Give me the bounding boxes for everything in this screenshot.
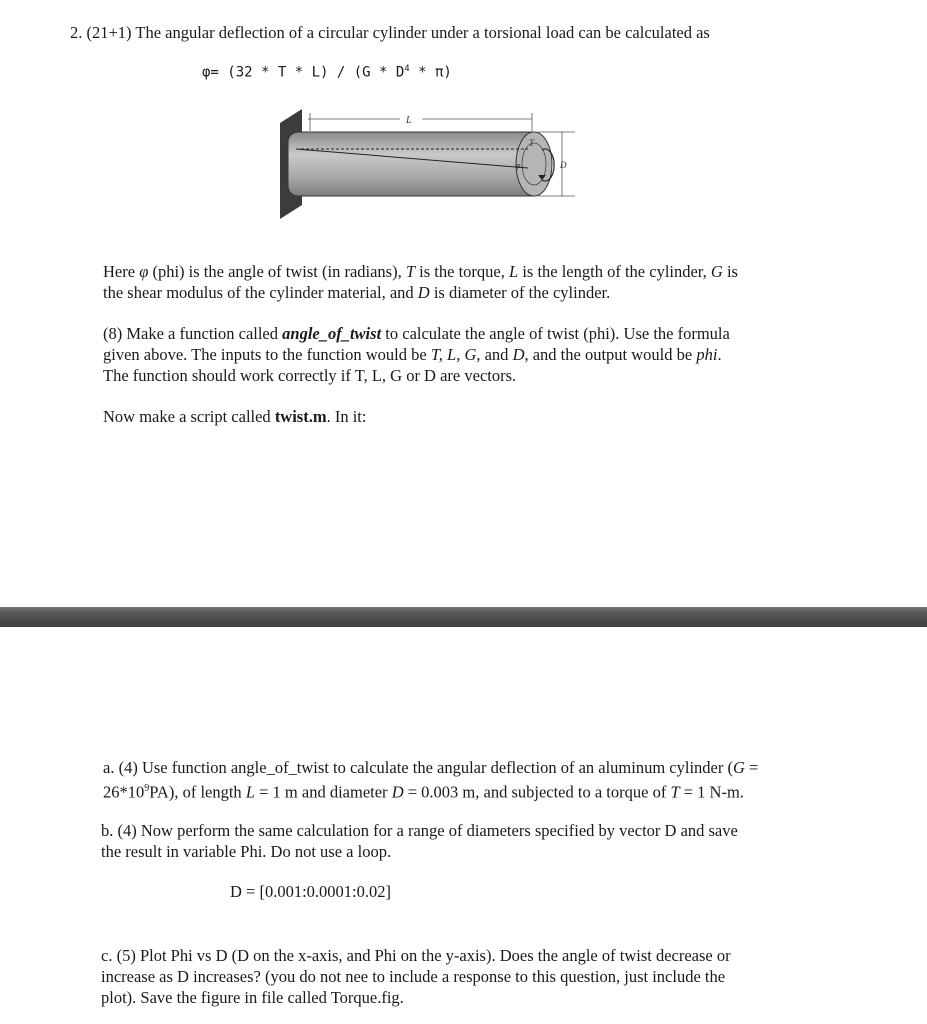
part-b-paragraph [101, 820, 738, 862]
part-8-line-2: given above. The inputs to the function would be T, L, G, and D, and the output would be phi. [103, 345, 722, 364]
page-divider [0, 607, 927, 627]
label-T: T [529, 138, 535, 148]
formula-rhs: * π) [409, 64, 452, 81]
part-c-line-3: plot). Save the figure in file called Torque.fig. [101, 988, 404, 1007]
definitions-paragraph [103, 261, 738, 303]
part-b-code: D = [0.001:0.0001:0.02] [230, 882, 392, 901]
part-c-line-2: increase as D increases? (you do not nee to include a response to this question, just include the [101, 967, 726, 986]
part-a-line-2: $26*10^9PA$), of length L = 1 m and diameter D = 0.003 m, and subjected to a torque of T = 1 N-m. [103, 782, 744, 802]
script-name: twist.m [274, 407, 327, 426]
cylinder-figure [270, 105, 590, 225]
part-a-paragraph [103, 757, 758, 803]
part-b-line-2: the result in variable Phi. Do not use a loop. [101, 842, 392, 861]
formula-exponent: 4 [404, 64, 410, 74]
part-c-paragraph [101, 945, 731, 1008]
script-instruction: Now make a script called twist.m. In it: [103, 407, 367, 426]
label-L: L [406, 115, 412, 126]
label-D: D [560, 160, 567, 170]
part-8-paragraph [103, 323, 730, 386]
part-8-line-1: (8) Make a function called angle_of_twist to calculate the angle of twist (phi). Use the formula [103, 324, 730, 343]
function-name: angle_of_twist [282, 324, 382, 343]
part-c-line-1: c. (5) Plot Phi vs D (D on the x-axis, and Phi on the y-axis). Does the angle of twist decrease or [101, 946, 731, 965]
formula [202, 64, 452, 81]
part-b-line-1: b. (4) Now perform the same calculation for a range of diameters specified by vector D and save [101, 821, 738, 840]
definitions-line-1: Here φ (phi) is the angle of twist (in radians), T is the torque, L is the length of the cylinder, G is [103, 262, 738, 281]
cylinder-body [288, 132, 544, 196]
problem-heading: 2. (21+1) The angular deflection of a circular cylinder under a torsional load can be calculated as [70, 23, 710, 42]
label-phi: φ [516, 161, 521, 170]
formula-lhs: φ= (32 * T * L) / (G * D [202, 64, 405, 81]
definitions-line-2: the shear modulus of the cylinder material, and D is diameter of the cylinder. [103, 283, 611, 302]
part-a-line-1: a. (4) Use function angle_of_twist to calculate the angular deflection of an aluminum cylinder (G = [103, 758, 759, 777]
part-8-line-3: The function should work correctly if T, L, G or D are vectors. [103, 366, 517, 385]
